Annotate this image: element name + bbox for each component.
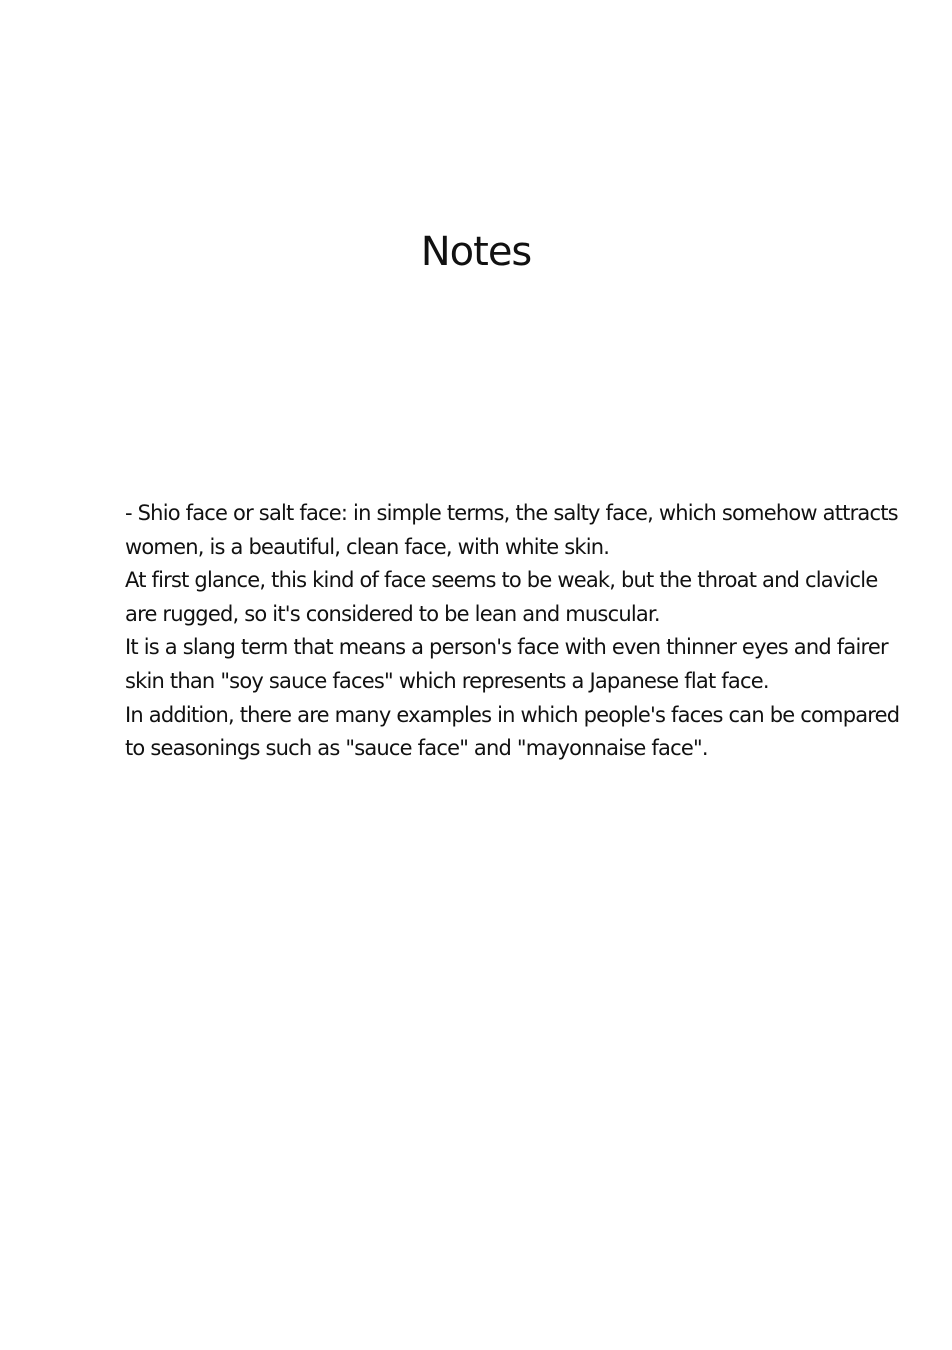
page-title: Notes bbox=[420, 229, 532, 275]
note-line: - Shio face or salt face: in simple terms, the salty face, which somehow attracts bbox=[125, 501, 898, 525]
notes-body bbox=[125, 497, 900, 766]
note-line: women, is a beautiful, clean face, with white skin. bbox=[125, 534, 610, 559]
note-line: are rugged, so it's considered to be lean and muscular. bbox=[125, 601, 660, 626]
note-line: skin than "soy sauce faces" which represents a Japanese flat face. bbox=[125, 668, 769, 693]
note-line: At first glance, this kind of face seems to be weak, but the throat and clavicle bbox=[125, 568, 878, 593]
note-line: It is a slang term that means a person's face with even thinner eyes and fairer bbox=[125, 635, 888, 660]
note-line: In addition, there are many examples in which people's faces can be compared bbox=[125, 702, 900, 727]
note-line: to seasonings such as "sauce face" and "mayonnaise face". bbox=[125, 736, 708, 761]
